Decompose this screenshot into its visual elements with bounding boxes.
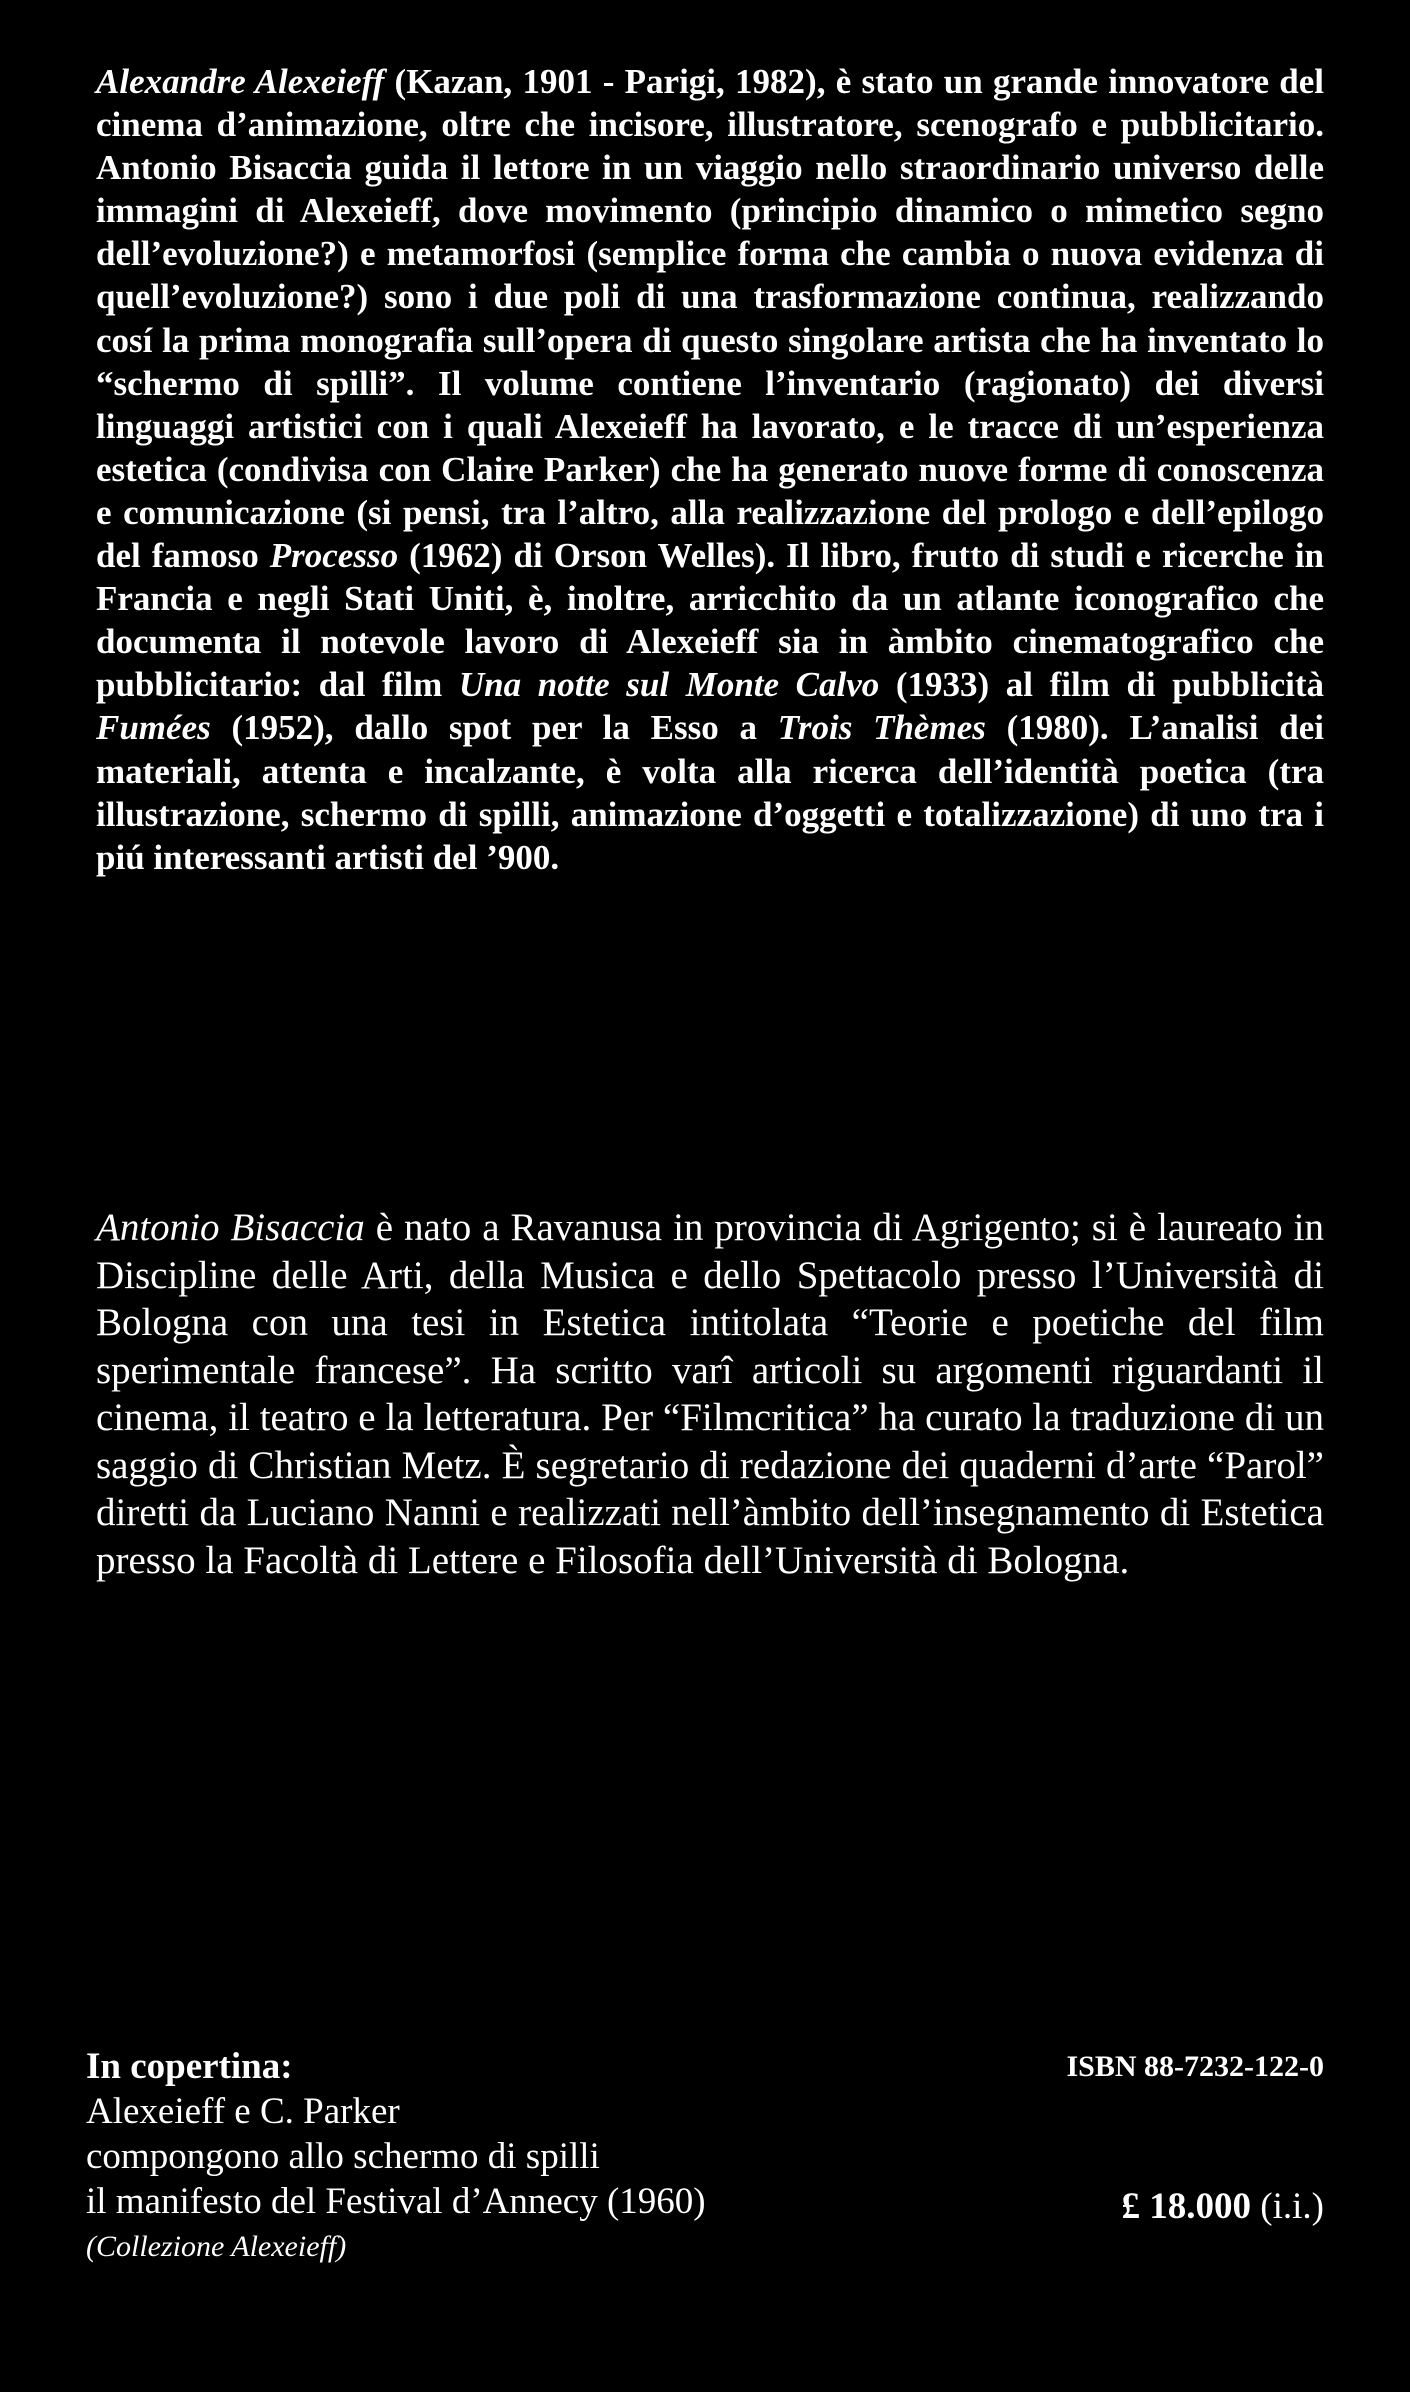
blurb-film-title-processo: Processo <box>269 536 399 576</box>
bio-text: è nato a Ravanusa in provincia di Agrigento; si è laureato in Discipline delle Arti, della Musica e dello Spettacolo presso l’Università di Bologna con una tesi in Estetica intitolata “Teorie e poetiche del film sperimentale francese”. Ha scritto varî articoli su argomenti riguardanti il cinema, il teatro e la letteratura. Per “Filmcritica” ha curato la traduzione di un saggio di Christian Metz. È segretario di redazione dei quaderni d’arte “Parol” diretti da Luciano Nanni e realizzati nell’àmbito dell’insegnamento di Estetica presso la Facoltà di Lettere e Filosofia dell’Università di Bologna. <box>96 1206 1324 1582</box>
cover-credit-line: il manifesto del Festival d’Annecy (1960) <box>86 2181 706 2222</box>
price-tax-note: (i.i.) <box>1251 2186 1324 2227</box>
blurb-author-name: Alexandre Alexeieff <box>96 62 385 101</box>
cover-credit-heading: In copertina: <box>86 2046 293 2087</box>
blurb-film-title-notte: Una notte sul Monte Calvo <box>458 665 880 705</box>
price-label <box>1122 2184 1324 2229</box>
author-biography <box>96 1204 1324 1584</box>
blurb-film-title-fumees: Fumées <box>96 708 211 748</box>
bio-author-name: Antonio Bisaccia <box>96 1206 365 1249</box>
blurb-film-title-trois: Trois Thèmes <box>777 708 986 748</box>
cover-credit <box>86 2044 926 2269</box>
blurb-text-1: (Kazan, 1901 - Parigi, 1982), è stato un grande innovatore del cinema d’animazione, oltre che incisore, illustratore, scenografo e pubblicitario. Antonio Bisaccia guida il lettore in un viaggio nello straordinario universo delle immagini di Alexeieff, dove movimento (principio dinamico o mimetico segno dell’evoluzione?) e metamorfosi (semplice forma che cambia o nuova evidenza di quell’evoluzione?) sono i due poli di una trasformazione continua, realizzando cosí la prima monografia sull’opera di questo singolare artista che ha inventato lo “schermo di spilli”. Il volume contiene l’inventario (ragionato) dei diversi linguaggi artistici con i quali Alexeieff ha lavorato, e le tracce di un’esperienza estetica (condivisa con Claire Parker) che ha generato nuove forme di conoscenza e comunicazione (si pensi, tra l’altro, alla realizzazione del prologo e dell’epilogo del famoso <box>96 62 1324 576</box>
blurb-text-4: (1952), dallo spot per la Esso a <box>210 708 778 748</box>
blurb-text-5: (1980). L’analisi dei materiali, attenta e incalzante, è volta alla ricerca dell’identità poetica (tra illustrazione, schermo di spilli, animazione d’oggetti e totalizzazione) di uno tra i piú interessanti artisti del ’900. <box>96 708 1324 877</box>
isbn-number: ISBN 88-7232-122-0 <box>1066 2050 1324 2083</box>
blurb-text-3: (1933) al film di pubblicità <box>879 665 1324 705</box>
cover-collection-note: (Collezione Alexeieff) <box>86 2230 347 2263</box>
price-amount: £ 18.000 <box>1121 2186 1252 2227</box>
cover-credit-line: compongono allo schermo di spilli <box>86 2136 600 2177</box>
blurb-text-2: (1962) di Orson Welles). Il libro, frutto di studi e ricerche in Francia e negli Stati Uniti, è, inoltre, arricchito da un atlante iconografico che documenta il notevole lavoro di Alexeieff sia in àmbito cinematografico che pubblicitario: dal film <box>96 536 1325 705</box>
cover-credit-line: Alexeieff e C. Parker <box>86 2091 400 2132</box>
book-description <box>96 60 1324 879</box>
